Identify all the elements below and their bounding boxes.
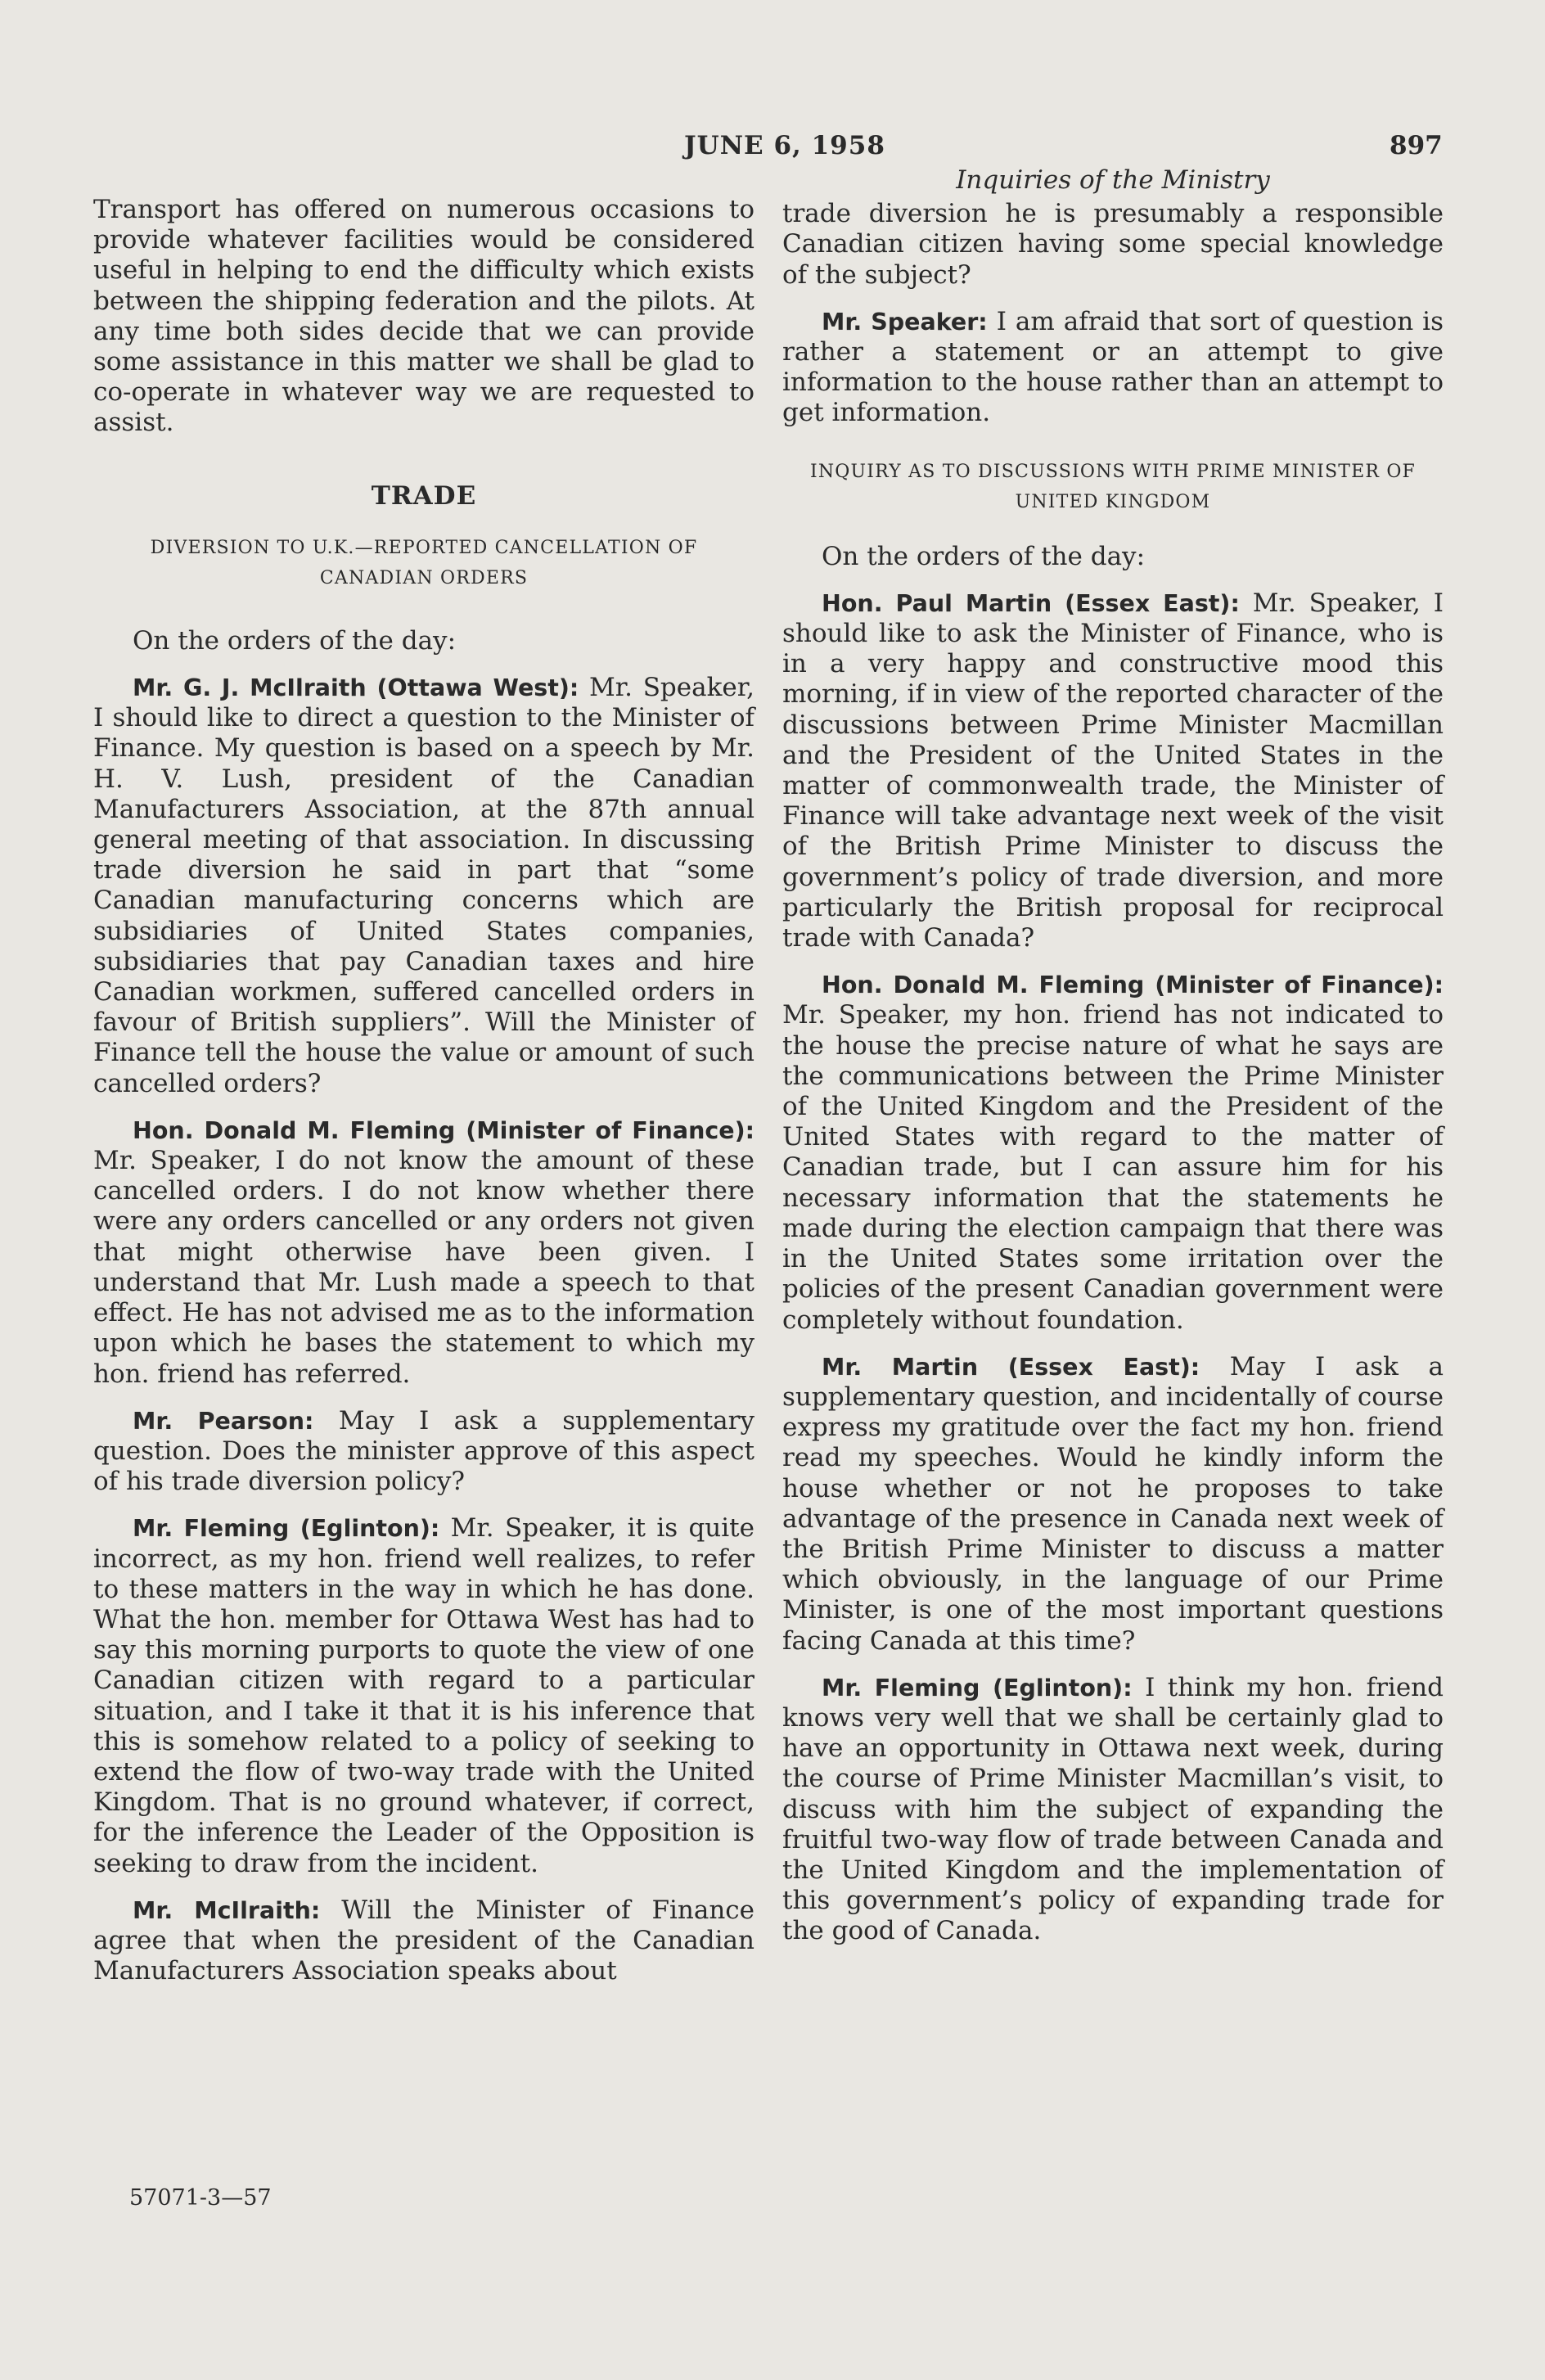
speech-text: Mr. Speaker, I do not know the amount of these cancelled orders. I do not know whether there were any orders cancelled or any orders not given that might otherwise have been given. I understand that Mr. Lush made a speech to that effect. He has not advised me as to the information upon which he bases the statement to which my hon. friend has referred. xyxy=(93,1146,754,1389)
section-heading: TRADE xyxy=(371,480,477,511)
speech-paragraph xyxy=(93,1116,754,1390)
speech-text: Mr. Speaker, my hon. friend has not indicated to the house the precise nature of what he says are the communications between the Prime Minister of the United Kingdom and the President of the United States with regard to the matter of Canadian trade, but I can assure him for his necessary information that the statements he made during the election campaign that there was in the United States some irritation over the policies of the present Canadian government were completely without foundation. xyxy=(782,1000,1444,1335)
speaker-name: Mr. Martin (Essex East): xyxy=(822,1353,1200,1381)
speech-paragraph xyxy=(782,307,1444,429)
speaker-name: Mr. Pearson: xyxy=(133,1407,314,1435)
speaker-name: Hon. Donald M. Fleming (Minister of Finance): xyxy=(822,971,1444,999)
running-head: Inquiries of the Ministry xyxy=(956,165,1270,195)
speech-text: I am afraid that sort of question is rather a statement or an attempt to give information to the house rather than an attempt to get information. xyxy=(782,306,1444,428)
orders-of-the-day: On the orders of the day: xyxy=(822,541,1146,571)
speech-text: May I ask a supplementary question. Does the minister approve of this aspect of his trade diversion policy? xyxy=(93,1405,754,1497)
speech-paragraph xyxy=(782,588,1444,953)
header-date: JUNE 6, 1958 xyxy=(684,131,885,160)
speech-paragraph xyxy=(782,1352,1444,1657)
left-column xyxy=(93,195,754,2003)
speaker-name: Mr. Fleming (Eglinton): xyxy=(133,1515,440,1543)
speaker-name: Hon. Donald M. Fleming (Minister of Finance): xyxy=(133,1116,754,1144)
page-header xyxy=(0,131,1545,167)
speech-text: Will the Minister of Finance agree that when the president of the Canadian Manufacturers Association speaks about xyxy=(93,1895,754,1986)
page-number: 897 xyxy=(1390,131,1443,160)
subheading: INQUIRY AS TO DISCUSSIONS WITH PRIME MINISTER OF UNITED KINGDOM xyxy=(809,461,1417,512)
speech-text: May I ask a supplementary question, and incidentally of course express my gratitude over the fact my hon. friend read my speeches. Would he kindly inform the house whether or not he proposes to take advantage of the presence in Canada next week of the British Prime Minister to discuss a matter which obviously, in the language of our Prime Minister, is one of the most important questions facing Canada at this time? xyxy=(782,1351,1444,1656)
orders-of-the-day: On the orders of the day: xyxy=(133,625,457,656)
footer-code: 57071-3—57 xyxy=(129,2185,272,2211)
speaker-name: Mr. Fleming (Eglinton): xyxy=(822,1674,1133,1702)
right-column xyxy=(782,165,1444,1963)
speech-paragraph xyxy=(782,1673,1444,1947)
speech-text: Mr. Speaker, I should like to direct a question to the Minister of Finance. My question is based on a speech by Mr. H. V. Lush, president of the Canadian Manufacturers Association, at the 87th annual general meeting of that association. In discussing trade diversion he said in part that “some Canadian manufacturing concerns which are subsidiaries of United States companies, subsidiaries that pay Canadian taxes and hire Canadian workmen, suffered cancelled orders in favour of British suppliers”. Will the Minister of Finance tell the house the value or amount of such cancelled orders? xyxy=(93,673,754,1098)
speech-text: I think my hon. friend knows very well that we shall be certainly glad to have an opportunity in Ottawa next week, during the course of Prime Minister Macmillan’s visit, to discuss with him the subject of expanding the fruitful two-way flow of trade between Canada and the United Kingdom and the implementation of this government’s policy of expanding trade for the good of Canada. xyxy=(782,1672,1444,1946)
speech-paragraph xyxy=(782,970,1444,1335)
speaker-name: Mr. Speaker: xyxy=(822,308,988,336)
speech-paragraph xyxy=(93,1513,754,1878)
speech-text: Mr. Speaker, it is quite incorrect, as my hon. friend well realizes, to refer to these matters in the way in which he has done. What the hon. member for Ottawa West has had to say this morning purports to quote the view of one Canadian citizen with regard to a particular situation, and I take it that it is his inference that this is somehow related to a policy of seeking to extend the flow of two-way trade with the United Kingdom. That is no ground whatever, if correct, for the inference the Leader of the Opposition is seeking to draw from the incident. xyxy=(93,1513,754,1878)
paragraph: trade diversion he is presumably a responsible Canadian citizen having some special knowledge of the subject? xyxy=(782,199,1444,290)
speech-paragraph xyxy=(93,673,754,1099)
speech-paragraph xyxy=(93,1895,754,1987)
speaker-name: Mr. McIlraith: xyxy=(133,1896,321,1924)
speaker-name: Mr. G. J. McIlraith (Ottawa West): xyxy=(133,674,579,702)
speaker-name: Hon. Paul Martin (Essex East): xyxy=(822,589,1240,617)
paragraph: Transport has offered on numerous occasions to provide whatever facilities would be considered useful in helping to end the difficulty which exists between the shipping federation and the pilots. At any time both sides decide that we can provide some assistance in this matter we shall be glad to co-operate in whatever way we are requested to assist. xyxy=(93,195,754,438)
subheading: DIVERSION TO U.K.—REPORTED CANCELLATION OF CANADIAN ORDERS xyxy=(150,537,698,588)
speech-paragraph xyxy=(93,1406,754,1498)
speech-text: Mr. Speaker, I should like to ask the Minister of Finance, who is in a very happy and constructive mood this morning, if in view of the reported character of the discussions between Prime Minister Macmillan and the President of the United States in the matter of commonwealth trade, the Minister of Finance will take advantage next week of the visit of the British Prime Minister to discuss the government’s policy of trade diversion, and more particularly the British proposal for reciprocal trade with Canada? xyxy=(782,588,1444,953)
